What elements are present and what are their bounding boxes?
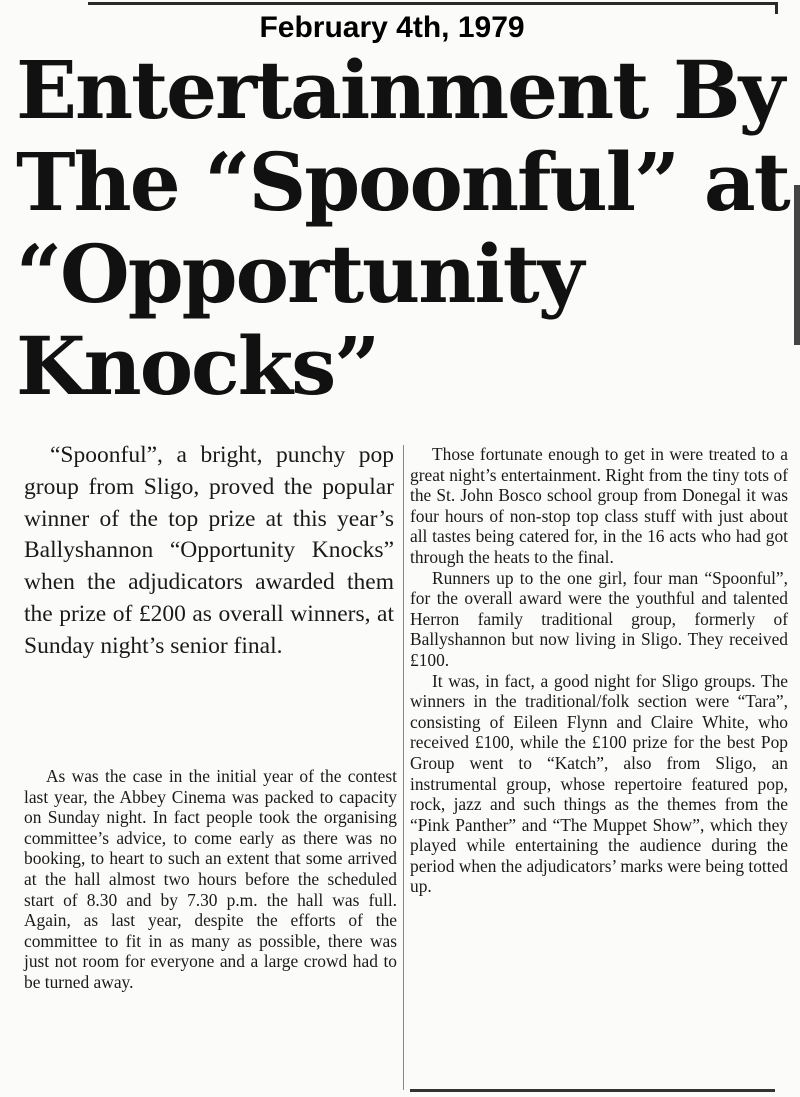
- right-column-body: [410, 444, 788, 897]
- left-column-body: [24, 766, 397, 993]
- lead-paragraph-text: “Spoonful”, a bright, punchy pop group from Sligo, proved the popular winner of the top prize at this year’s Ballyshannon “Opportunity Knocks” when the adjudicators awarded them the prize of £200 as overall winners, at Sunday night’s senior final.: [24, 442, 394, 659]
- right-paragraph-1: Those fortunate enough to get in were treated to a great night’s entertainment. Right from the tiny tots of the St. John Bosco school group from Donegal it was four hours of non-stop top class stuff with just about all tastes being catered for, in the 16 acts who had got through the heats to the final.: [410, 444, 788, 567]
- adjacent-column-edge: [794, 185, 800, 345]
- right-paragraph-3: It was, in fact, a good night for Sligo groups. The winners in the traditional/folk section were “Tara”, consisting of Eileen Flynn and Claire White, who received £100, while the £100 prize for the best Pop Group went to “Katch”, also from Sligo, an instrumental group, whose repertoire featured pop, rock, jazz and such things as the themes from the “Pink Panther” and “The Muppet Show”, which they played while entertaining the audience during the period when the adjudicators’ marks were being totted up.: [410, 670, 788, 897]
- right-paragraph-2: Runners up to the one girl, four man “Spoonful”, for the overall award were the youthful and talented Herron family traditional group, formerly of Ballyshannon but now living in Sligo. They received £100.: [410, 567, 788, 670]
- left-paragraph-1: As was the case in the initial year of the contest last year, the Abbey Cinema was packed to capacity on Sunday night. In fact people took the organising committee’s advice, to come early as there was no booking, to heart to such an extent that some arrived at the hall almost two hours before the scheduled start of 8.30 and by 7.30 p.m. the hall was full. Again, as last year, despite the efforts of the committee to fit in as many as possible, there was just not room for everyone and a large crowd had to be turned away.: [24, 766, 397, 992]
- column-divider: [403, 445, 404, 1090]
- date-caption: February 4th, 1979: [259, 11, 525, 44]
- lead-paragraph: [24, 440, 394, 663]
- top-rule: [88, 2, 778, 5]
- cut-off-line: [410, 1084, 790, 1097]
- headline: Entertainment By The “Spoonful” at “Opportunity Knocks”: [16, 43, 789, 413]
